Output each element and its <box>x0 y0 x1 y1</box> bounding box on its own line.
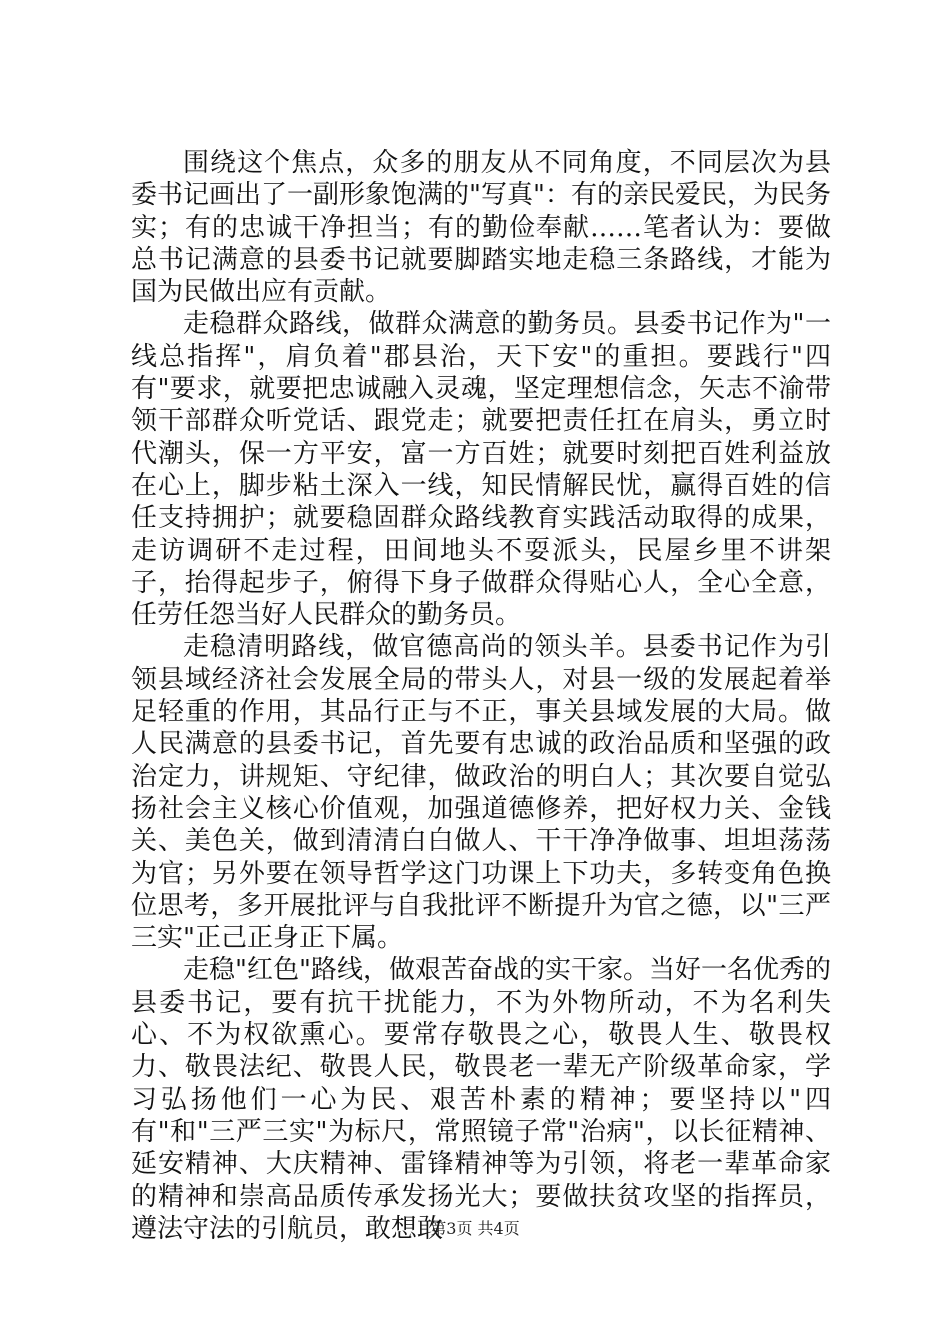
paragraph-intro: 围绕这个焦点，众多的朋友从不同角度，不同层次为县委书记画出了一副形象饱满的"写真"：有的亲民爱民，为民务实；有的忠诚干净担当；有的勤俭奉献……笔者认为：要做总书记满意的县委书记就要脚踏实地走稳三条路线，才能为国为民做出应有贡献。 <box>131 148 831 308</box>
document-body <box>131 147 831 1245</box>
paragraph-mass-line: 走稳群众路线，做群众满意的勤务员。县委书记作为"一线总指挥"，肩负着"郡县治，天下安"的重担。要践行"四有"要求，就要把忠诚融入灵魂，坚定理想信念，矢志不渝带领干部群众听党话、跟党走；就要把责任扛在肩头，勇立时代潮头，保一方平安，富一方百姓；就要时刻把百姓利益放在心上，脚步粘土深入一线，知民情解民忧，赢得百姓的信任支持拥护；就要稳固群众路线教育实践活动取得的成果，走访调研不走过程，田间地头不耍派头，民屋乡里不讲架子，抬得起步子，俯得下身子做群众得贴心人，全心全意，任劳任怨当好人民群众的勤务员。 <box>131 309 831 631</box>
paragraph-clean-line: 走稳清明路线，做官德高尚的领头羊。县委书记作为引领县域经济社会发展全局的带头人，对县一级的发展起着举足轻重的作用，其品行正与不正，事关县域发展的大局。做人民满意的县委书记，首先要有忠诚的政治品质和坚强的政治定力，讲规矩、守纪律，做政治的明白人；其次要自觉弘扬社会主义核心价值观，加强道德修养，把好权力关、金钱关、美色关，做到清清白白做人、干干净净做事、坦坦荡荡为官；另外要在领导哲学这门功课上下功夫，多转变角色换位思考，多开展批评与自我批评不断提升为官之德，以"三严三实"正己正身正下属。 <box>131 632 831 954</box>
page-number: 第3页 共4页 <box>430 1219 520 1238</box>
paragraph-red-line: 走稳"红色"路线，做艰苦奋战的实干家。当好一名优秀的县委书记，要有抗干扰能力，不为外物所动，不为名利失心、不为权欲熏心。要常存敬畏之心，敬畏人生、敬畏权力、敬畏法纪、敬畏人民，敬畏老一辈无产阶级革命家，学习弘扬他们一心为民、艰苦朴素的精神；要坚持以"四有"和"三严三实"为标尺，常照镜子常"治病"，以长征精神、延安精神、大庆精神、雷锋精神等为引领，将老一辈革命家的精神和崇高品质传承发扬光大；要做扶贫攻坚的指挥员，遵法守法的引航员，敢想敢 <box>131 955 831 1244</box>
